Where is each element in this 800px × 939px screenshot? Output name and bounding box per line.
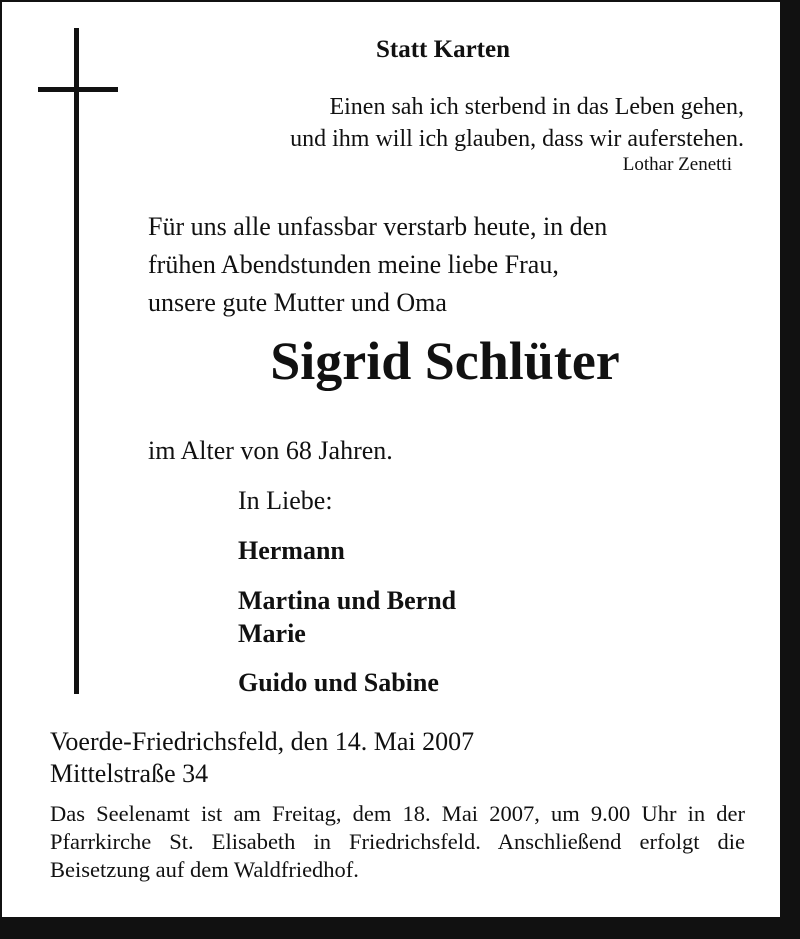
quote-line-2: und ihm will ich glauben, dass wir auferstehen. <box>290 126 744 152</box>
place-date: Voerde-Friedrichsfeld, den 14. Mai 2007 <box>50 727 475 756</box>
intro-line-1: Für uns alle unfassbar verstarb heute, in den <box>148 212 608 241</box>
family-member: Hermann <box>238 536 345 565</box>
header-title: Statt Karten <box>376 36 510 63</box>
intro-line-2: frühen Abendstunden meine liebe Frau, <box>148 250 559 279</box>
family-member: Martina und Bernd <box>238 586 457 615</box>
intro-line-3: unsere gute Mutter und Oma <box>148 288 447 317</box>
service-info: Das Seelenamt ist am Freitag, dem 18. Mai 2007, um 9.00 Uhr in der Pfarrkirche St. Elisabeth in Friedrichsfeld. Anschließend erfolgt die Beisetzung auf dem Waldfriedhof. <box>50 801 745 882</box>
quote-author: Lothar Zenetti <box>622 154 732 175</box>
family-member: Guido und Sabine <box>238 668 439 697</box>
cross-icon-bar <box>38 87 118 92</box>
quote-line-1: Einen sah ich sterbend in das Leben gehen, <box>329 94 744 120</box>
address: Mittelstraße 34 <box>50 759 209 788</box>
age-text: im Alter von 68 Jahren. <box>148 436 393 465</box>
intro-text <box>148 208 607 322</box>
deceased-name: Sigrid Schlüter <box>270 331 620 391</box>
family-member: Marie <box>238 619 306 648</box>
in-love-label: In Liebe: <box>238 486 333 515</box>
